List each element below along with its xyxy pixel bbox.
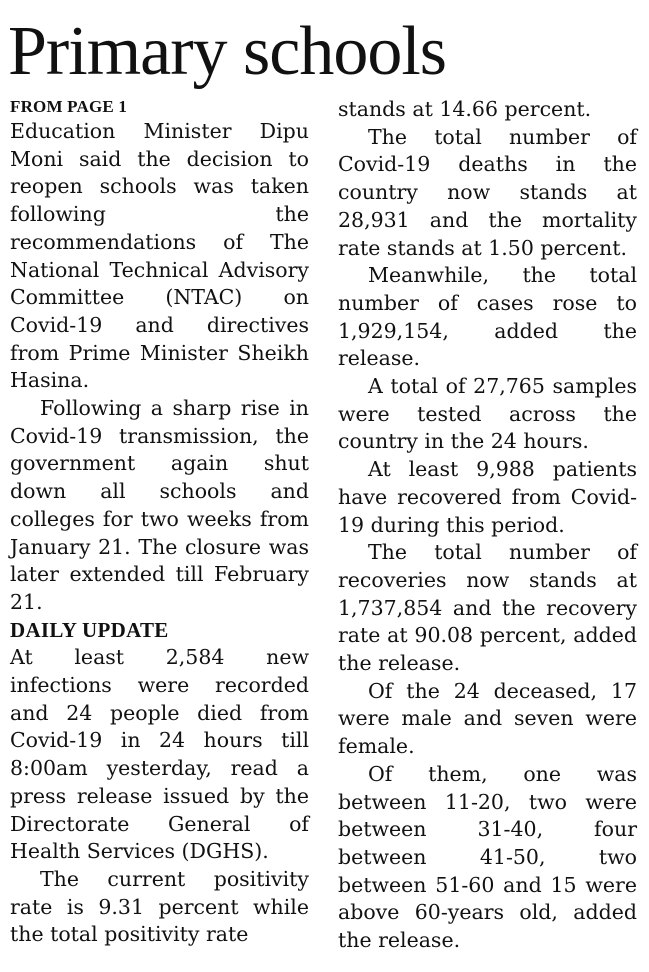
paragraph: At least 9,988 patients have recovered from Covid-19 during this period. xyxy=(338,457,637,537)
paragraph: At least 2,584 new infections were recorded and 24 people died from Covid-19 in 24 hours till 8:00am yesterday, read a press release issued by the Directorate General of Health Services (DGHS). xyxy=(10,645,309,864)
paragraph: The total number of recoveries now stands at 1,737,854 and the recovery rate at 90.08 percent, added the release. xyxy=(338,540,637,676)
section-subhead: DAILY UPDATE xyxy=(10,617,169,642)
paragraph: Education Minister Dipu Moni said the decision to reopen schools was taken following the recommendations of The National Technical Advisory Committee (NTAC) on Covid-19 and directives from Prime Minister Sheikh Hasina. xyxy=(10,119,309,393)
paragraph: Of them, one was between 11-20, two were between 31-40, four between 41-50, two between 51-60 and 15 were above 60-years old, added the release. xyxy=(338,761,637,953)
paragraph: Of the 24 deceased, 17 were male and seven were female. xyxy=(338,678,637,759)
article-column-left xyxy=(10,96,309,949)
paragraph: The total number of Covid-19 deaths in the country now stands at 28,931 and the mortality rate stands at 1.50 percent. xyxy=(338,124,637,260)
paragraph: Following a sharp rise in Covid-19 transmission, the government again shut down all schools and colleges for two weeks from January 21. The closure was later extended till February 21. xyxy=(10,396,309,614)
continuation-kicker: FROM PAGE 1 xyxy=(10,97,128,116)
paragraph: stands at 14.66 percent. xyxy=(338,97,592,121)
paragraph: The current positivity rate is 9.31 percent while the total positivity rate xyxy=(10,866,309,947)
headline: Primary schools xyxy=(8,13,447,90)
article-column-right xyxy=(338,96,637,955)
paragraph: Meanwhile, the total number of cases rose to 1,929,154, added the release. xyxy=(338,263,637,371)
paragraph: A total of 27,765 samples were tested across the country in the 24 hours. xyxy=(338,374,637,454)
